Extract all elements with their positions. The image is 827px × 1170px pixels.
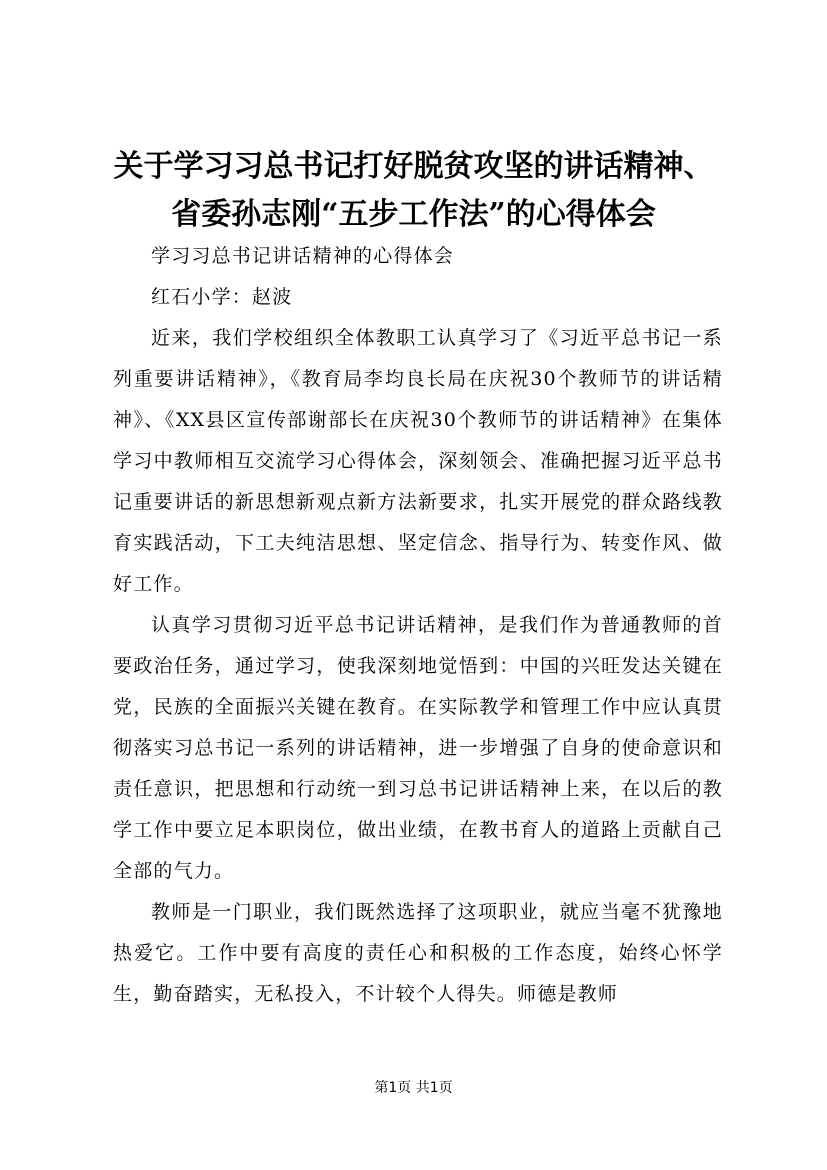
title-line-1: 关于学习习总书记打好脱贫攻坚的讲话精神、 [113, 149, 714, 184]
subtitle: 学习习总书记讲话精神的心得体会 [151, 245, 455, 267]
paragraph-3: 教师是一门职业，我们既然选择了这项职业，就应当毫不犹豫地热爱它。工作中要有高度的责任心和积极的工作态度，始终心怀学生，勤奋踏实，无私投入，不计较个人得失。师德是教师 [113, 901, 723, 1005]
document-title [100, 143, 727, 239]
title-line-2: 省委孙志刚“五步工作法”的心得体会 [171, 197, 656, 232]
page-footer: 第1页 共1页 [374, 1080, 453, 1096]
paragraph-1: 近来，我们学校组织全体教职工认真学习了《习近平总书记一系列重要讲话精神》，《教育局李均良长局在庆祝30个教师节的讲话精神》、《XX县区宣传部谢部长在庆祝30个教师节的讲话精神》在集体学习中教师相互交流学习心得体会，深刻领会、准确把握习近平总书记重要讲话的新思想新观点新方法新要求，扎实开展党的群众路线教育实践活动，下工夫纯洁思想、坚定信念、指导行为、转变作风、做好工作。 [113, 327, 723, 595]
paragraph-2: 认真学习贯彻习近平总书记讲话精神，是我们作为普通教师的首要政治任务，通过学习，使我深刻地觉悟到：中国的兴旺发达关键在党，民族的全面振兴关键在教育。在实际教学和管理工作中应认真贯彻落实习总书记一系列的讲话精神，进一步增强了自身的使命意识和责任意识，把思想和行动统一到习总书记讲话精神上来，在以后的教学工作中要立足本职岗位，做出业绩，在教书育人的道路上贡献自己全部的气力。 [113, 614, 723, 882]
document-body [113, 236, 723, 1015]
author-line: 红石小学：赵波 [151, 286, 293, 308]
